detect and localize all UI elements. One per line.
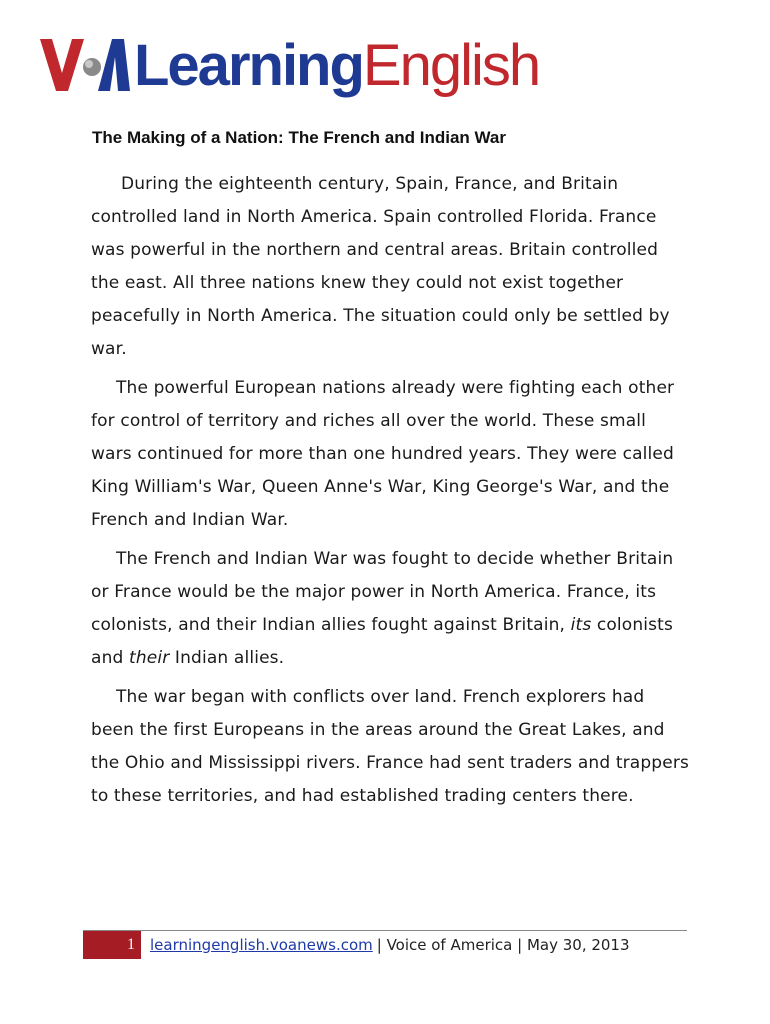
- article-title: The Making of a Nation: The French and Indian War: [92, 128, 507, 147]
- paragraph-3-its: its: [570, 615, 592, 635]
- paragraph-4: The war began with conflicts over land. French explorers had been the first Europeans in the areas around the Great Lakes, and the Ohio and Mississippi rivers. France had sent traders and trappers to these territories, and had established trading centers there.: [91, 687, 689, 806]
- paragraph-3-their: their: [129, 648, 170, 668]
- logo-learning: Learning: [134, 33, 363, 98]
- voa-logo-icon: [38, 26, 130, 106]
- footer-source-date: | Voice of America | May 30, 2013: [376, 936, 630, 954]
- voa-learning-english-logo: [38, 26, 539, 106]
- paragraph-3-text-c: Indian allies.: [169, 648, 285, 668]
- article-body: [91, 168, 691, 819]
- paragraph-3-text-b: colonists and: [91, 615, 673, 668]
- website-link[interactable]: learningenglish.voanews.com: [150, 936, 373, 954]
- paragraph-3: [91, 543, 691, 675]
- logo-english: English: [362, 33, 540, 98]
- paragraph-2: The powerful European nations already were fighting each other for control of territory and riches all over the world. These small wars continued for more than one hundred years. They were called King William's War, Queen Anne's War, King George's War, and the French and Indian War.: [91, 378, 675, 530]
- page-footer: [83, 931, 630, 959]
- page-number: 1: [83, 931, 141, 959]
- paragraph-3-text-a: The French and Indian War was fought to decide whether Britain or France would be the major power in North America. France, its colonists, and their Indian allies fought against Britain,: [91, 549, 674, 635]
- paragraph-1: During the eighteenth century, Spain, France, and Britain controlled land in North America. Spain controlled Florida. France was powerful in the northern and central areas. Britain controlled the east. All three nations knew they could not exist together peacefully in North America. The situation could only be settled by war.: [91, 174, 670, 359]
- logo-wordmark: [134, 26, 539, 106]
